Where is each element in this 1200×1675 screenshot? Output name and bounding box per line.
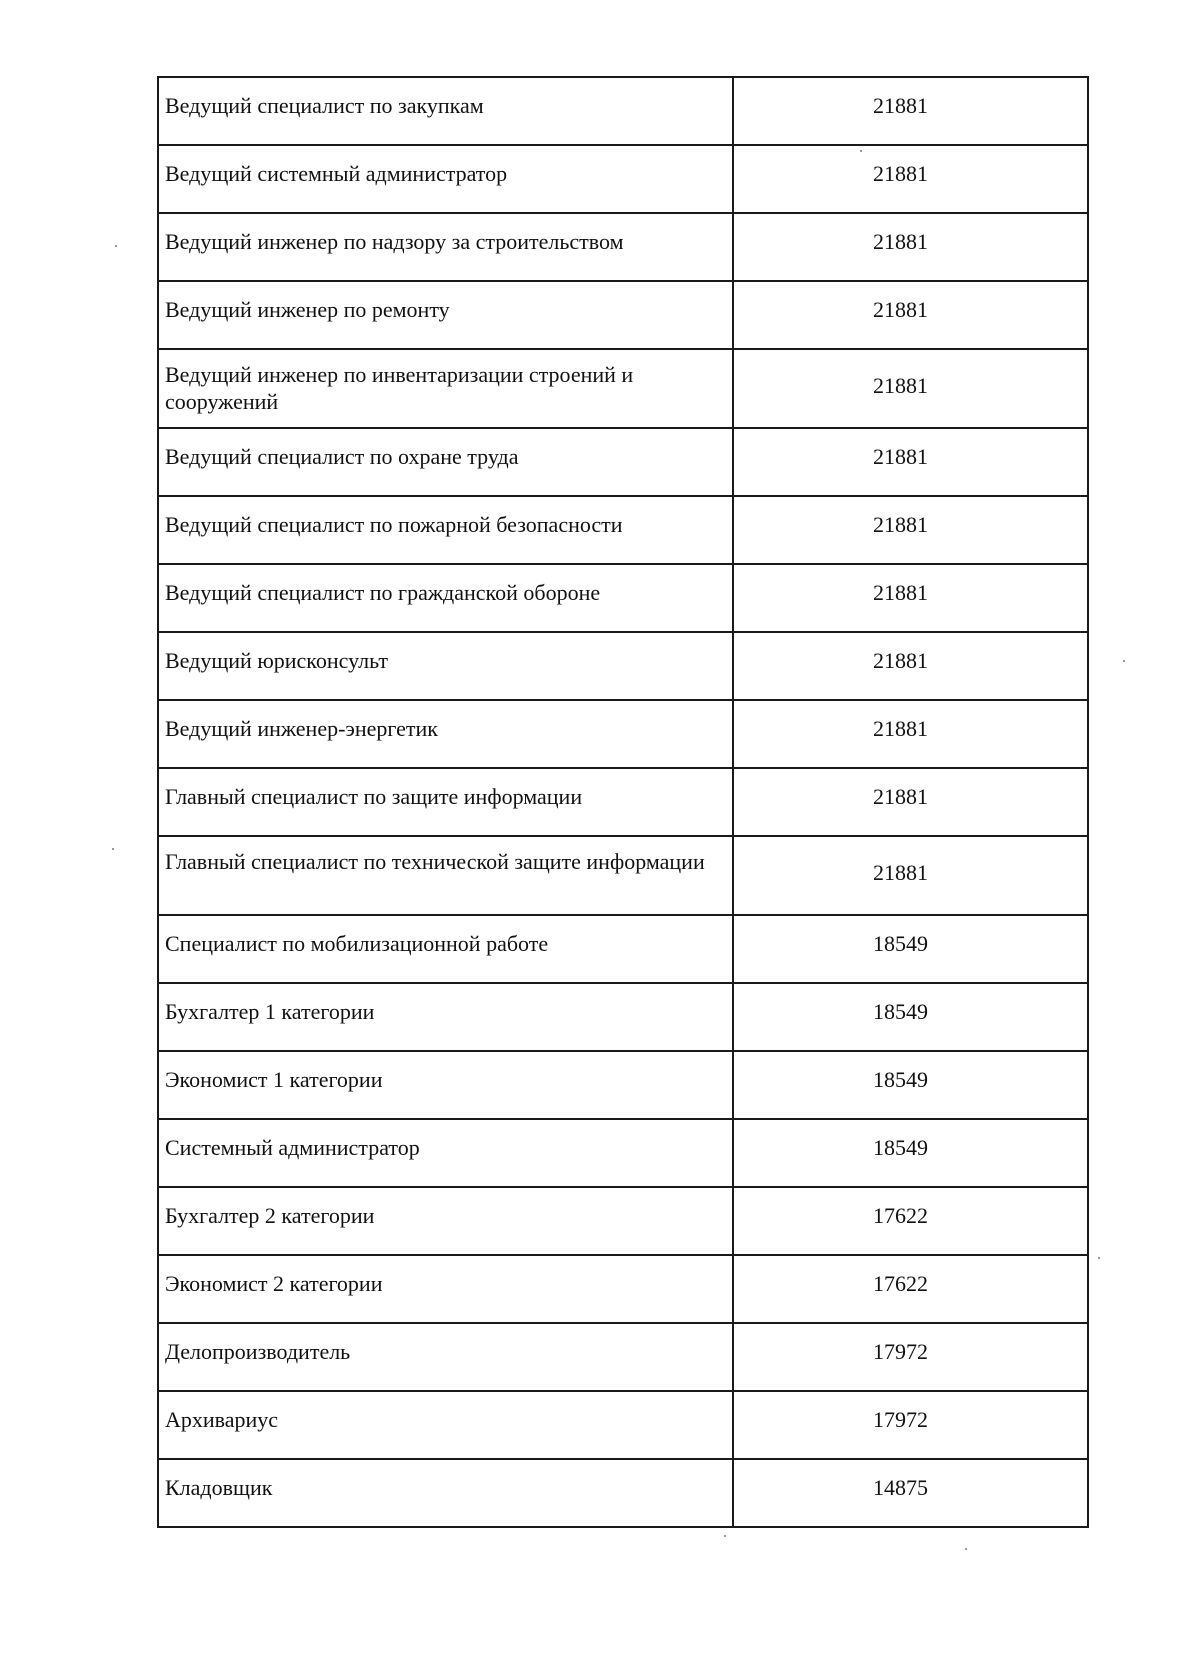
position-value: 21881 [733,496,1088,564]
position-value: 18549 [733,915,1088,983]
position-title: Ведущий системный администратор [158,145,733,213]
table-row [158,768,1088,836]
position-value: 21881 [733,213,1088,281]
position-title: Делопроизводитель [158,1323,733,1391]
scan-speck [1123,660,1125,662]
table-row [158,213,1088,281]
position-title: Бухгалтер 1 категории [158,983,733,1051]
position-value: 21881 [733,281,1088,349]
position-title: Ведущий инженер по инвентаризации строений и сооружений [158,349,733,428]
position-title: Экономист 2 категории [158,1255,733,1323]
scan-speck [860,150,862,152]
table-row [158,983,1088,1051]
table-row [158,1051,1088,1119]
table-row [158,281,1088,349]
position-value: 21881 [733,77,1088,145]
position-value: 21881 [733,700,1088,768]
position-title: Системный администратор [158,1119,733,1187]
position-title: Ведущий инженер по надзору за строительством [158,213,733,281]
position-value: 21881 [733,349,1088,428]
table-row [158,836,1088,915]
table-row [158,1391,1088,1459]
position-value: 17622 [733,1255,1088,1323]
position-value: 18549 [733,1051,1088,1119]
position-title: Ведущий инженер-энергетик [158,700,733,768]
position-title: Главный специалист по технической защите информации [158,836,733,915]
position-value: 21881 [733,145,1088,213]
table-row [158,496,1088,564]
table-row [158,1187,1088,1255]
position-value: 17622 [733,1187,1088,1255]
table-row [158,1323,1088,1391]
position-title: Бухгалтер 2 категории [158,1187,733,1255]
position-value: 17972 [733,1391,1088,1459]
position-title: Экономист 1 категории [158,1051,733,1119]
table-row [158,915,1088,983]
position-title: Архивариус [158,1391,733,1459]
position-title: Ведущий специалист по охране труда [158,428,733,496]
position-value: 17972 [733,1323,1088,1391]
positions-table [157,76,1089,1528]
table-row [158,700,1088,768]
position-value: 21881 [733,768,1088,836]
table-row [158,1119,1088,1187]
scan-speck [115,245,117,247]
position-title: Ведущий специалист по закупкам [158,77,733,145]
position-value: 21881 [733,836,1088,915]
table-row [158,77,1088,145]
position-value: 21881 [733,564,1088,632]
position-title: Кладовщик [158,1459,733,1527]
position-title: Специалист по мобилизационной работе [158,915,733,983]
table-row [158,349,1088,428]
table-row [158,632,1088,700]
position-value: 14875 [733,1459,1088,1527]
table-row [158,1255,1088,1323]
position-title: Главный специалист по защите информации [158,768,733,836]
position-title: Ведущий юрисконсульт [158,632,733,700]
scan-speck [724,1535,726,1537]
scan-speck [965,1548,967,1550]
table-row [158,564,1088,632]
position-value: 21881 [733,428,1088,496]
position-value: 21881 [733,632,1088,700]
table-row [158,1459,1088,1527]
position-title: Ведущий инженер по ремонту [158,281,733,349]
scan-speck [112,848,114,850]
position-value: 18549 [733,983,1088,1051]
position-title: Ведущий специалист по гражданской обороне [158,564,733,632]
scan-speck [1098,1257,1100,1259]
table-row [158,428,1088,496]
position-title: Ведущий специалист по пожарной безопасности [158,496,733,564]
table-row [158,145,1088,213]
position-value: 18549 [733,1119,1088,1187]
